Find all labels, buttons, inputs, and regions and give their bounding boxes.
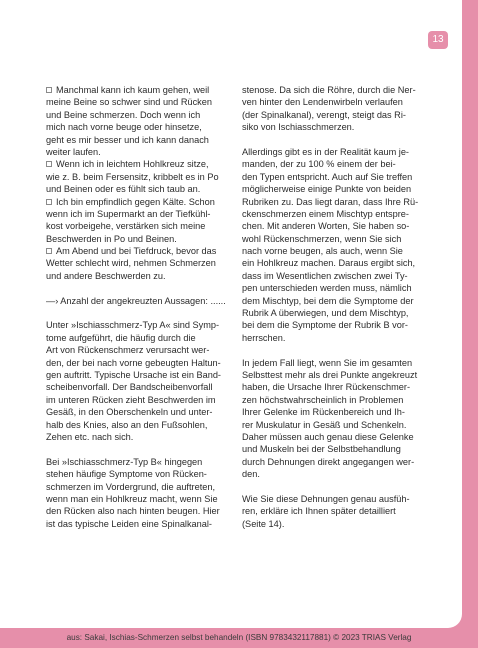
text-span: In jedem Fall liegt, wenn Sie im gesamten xyxy=(242,357,413,368)
text-span: den Typen entspricht. Auch auf Sie treffen xyxy=(242,171,413,182)
text-span: tome aufgeführt, die häufig durch die xyxy=(46,332,196,343)
text-line xyxy=(46,109,222,121)
text-line xyxy=(242,282,422,294)
text-span: scheibenvorfall. Der Bandscheibenvorfall xyxy=(46,382,213,393)
text-line xyxy=(242,431,422,443)
text-span: Beschwerden in Po und Beinen. xyxy=(46,233,177,244)
text-span: Gesäß, in den Oberschenkeln und unter- xyxy=(46,407,213,418)
paragraph-gap xyxy=(242,481,422,493)
paragraph xyxy=(242,84,422,134)
text-line xyxy=(242,183,422,195)
text-line xyxy=(242,456,422,468)
text-span: dem Mischtyp, bei dem die Symptome der xyxy=(242,295,414,306)
text-line xyxy=(46,233,222,245)
text-span: und andere Beschwerden zu. xyxy=(46,270,166,281)
text-span: Art von Rückenschmerz verursacht wer- xyxy=(46,345,210,356)
text-line xyxy=(242,468,422,480)
text-line xyxy=(46,158,222,170)
text-span: Ihrer Gelenke im Rückenbereich und Ih- xyxy=(242,407,405,418)
text-line xyxy=(46,493,222,505)
text-line xyxy=(46,295,226,307)
text-line xyxy=(242,171,422,183)
text-span: chen. Mit anderen Worten, Sie haben so- xyxy=(242,221,410,232)
text-span: Zehen etc. nach sich. xyxy=(46,431,134,442)
text-line xyxy=(46,171,222,183)
left-column xyxy=(46,84,226,530)
text-span: geht es mir besser und ich kann danach xyxy=(46,134,209,145)
text-span: und Beinen oder es fühlt sich taub an. xyxy=(46,184,201,195)
text-span: halb des Knies, also an den Fußsohlen, xyxy=(46,419,208,430)
text-span: rer Muskulatur in Gesäß und Schenkeln. xyxy=(242,419,407,430)
text-line xyxy=(46,121,222,133)
text-span: Unter »Ischiasschmerz-Typ A« sind Symp- xyxy=(46,320,220,331)
paragraph xyxy=(242,493,422,530)
text-line xyxy=(242,208,422,220)
text-line xyxy=(242,257,422,269)
text-line xyxy=(46,270,222,282)
text-line xyxy=(242,419,422,431)
text-span: ckenschmerzen einem Mischtyp entspre- xyxy=(242,208,409,219)
text-span: wenn ich im Supermarkt an der Tiefkühl- xyxy=(46,208,211,219)
text-span: Wetter schlecht wird, nehmen Schmerzen xyxy=(46,258,216,269)
checklist-item[interactable] xyxy=(46,245,222,282)
text-line xyxy=(242,394,422,406)
checkbox-icon[interactable] xyxy=(46,161,52,167)
text-line xyxy=(46,406,222,418)
paragraph-gap xyxy=(46,282,222,294)
text-span: im unteren Rücken zieht Beschwerden im xyxy=(46,394,216,405)
text-line xyxy=(46,84,222,96)
paragraph xyxy=(46,456,222,530)
paragraph xyxy=(46,319,222,443)
text-line xyxy=(242,146,422,158)
text-line xyxy=(46,96,222,108)
paragraph xyxy=(46,295,226,307)
checkbox-icon[interactable] xyxy=(46,87,52,93)
text-line xyxy=(242,295,422,307)
checklist-item[interactable] xyxy=(46,196,222,246)
right-column xyxy=(242,84,422,530)
text-span: Manchmal kann ich kaum gehen, weil xyxy=(56,85,210,95)
text-span: kost vorbeigehe, verstärken sich meine xyxy=(46,221,206,232)
text-line xyxy=(242,443,422,455)
text-span: dass im Wesentlichen zwischen zwei Ty- xyxy=(242,270,408,281)
text-line xyxy=(242,332,422,344)
text-line xyxy=(242,158,422,170)
text-span: —› Anzahl der angekreuzten Aussagen: ...... xyxy=(46,295,226,306)
text-span: möglicherweise einige Punkte von beiden xyxy=(242,184,412,195)
text-line xyxy=(46,431,222,443)
text-span: Bei »Ischiasschmerz-Typ B« hingegen xyxy=(46,456,203,467)
text-line xyxy=(242,319,422,331)
text-line xyxy=(242,406,422,418)
text-span: (der Spinalkanal), verengt, steigt das Ri- xyxy=(242,109,406,120)
text-span: zen höchstwahrscheinlich in Problemen xyxy=(242,394,404,405)
paragraph-gap xyxy=(46,443,222,455)
checklist-item[interactable] xyxy=(46,84,222,158)
text-span: Wenn ich in leichtem Hohlkreuz sitze, xyxy=(56,159,209,170)
text-line xyxy=(242,196,422,208)
text-line xyxy=(242,307,422,319)
text-line xyxy=(46,134,222,146)
text-line xyxy=(46,381,222,393)
text-span: wie z. B. beim Fersensitz, kribbelt es in Po xyxy=(46,171,219,182)
text-line xyxy=(46,257,222,269)
text-span: Rubrik A überwiegen, und dem Mischtyp, xyxy=(242,308,409,319)
text-line xyxy=(46,468,222,480)
text-line xyxy=(242,220,422,232)
text-line xyxy=(46,146,222,158)
text-line xyxy=(242,121,422,133)
text-span: pen unterschieden werden muss, nämlich xyxy=(242,283,412,294)
text-span: ven hinter den Lendenwirbeln verlaufen xyxy=(242,97,403,108)
text-span: durch Dehnungen direkt angegangen wer- xyxy=(242,456,415,467)
text-line xyxy=(46,518,222,530)
text-span: (Seite 14). xyxy=(242,518,285,529)
text-span: und Muskeln bei der Selbstbehandlung xyxy=(242,444,401,455)
text-span: schmerzen im Vordergrund, die auftreten, xyxy=(46,481,216,492)
text-span: meine Beine so schwer sind und Rücken xyxy=(46,97,212,108)
source-footer: aus: Sakai, Ischias-Schmerzen selbst behandeln (ISBN 9783432117881) © 2023 TRIAS Verlag xyxy=(66,633,412,642)
text-span: weiter laufen. xyxy=(46,146,101,157)
text-span: ist das typische Leiden eine Spinalkanal- xyxy=(46,518,212,529)
text-line xyxy=(242,270,422,282)
paragraph xyxy=(242,357,422,481)
text-line xyxy=(242,505,422,517)
text-line xyxy=(242,96,422,108)
checklist-item[interactable] xyxy=(46,158,222,195)
text-line xyxy=(46,419,222,431)
text-span: Selbsttest mehr als drei Punkte angekreuzt xyxy=(242,369,418,380)
text-line xyxy=(242,381,422,393)
text-line xyxy=(242,493,422,505)
text-span: den Rücken also nach hinten beugen. Hier xyxy=(46,506,220,517)
text-line xyxy=(46,332,222,344)
text-span: siko von Ischiasschmerzen. xyxy=(242,122,355,133)
paragraph-gap xyxy=(242,344,422,356)
text-line xyxy=(46,183,222,195)
text-span: ren, erkläre ich Ihnen später detailliert xyxy=(242,506,396,517)
text-span: Am Abend und bei Tiefdruck, bevor das xyxy=(56,246,217,257)
paragraph-gap xyxy=(242,134,422,146)
page-number-badge: 13 xyxy=(428,31,448,49)
text-line xyxy=(242,518,422,530)
text-span: Daher müssen auch genau diese Gelenke xyxy=(242,431,414,442)
text-line xyxy=(242,245,422,257)
text-span: herrschen. xyxy=(242,332,286,343)
text-line xyxy=(46,357,222,369)
checkbox-icon[interactable] xyxy=(46,248,52,254)
text-line xyxy=(46,220,222,232)
text-span: stehen häufige Symptome von Rücken- xyxy=(46,469,207,480)
text-line xyxy=(46,456,222,468)
text-span: den, der bei nach vorne gebeugten Haltun- xyxy=(46,357,221,368)
text-span: ein Hohlkreuz machen. Daraus ergibt sich, xyxy=(242,258,416,269)
text-line xyxy=(46,196,222,208)
text-span: Ich bin empfindlich gegen Kälte. Schon xyxy=(56,196,215,207)
text-span: und Beine schmerzen. Doch wenn ich xyxy=(46,109,201,120)
text-line xyxy=(242,84,422,96)
paragraph xyxy=(242,146,422,344)
text-span: Wie Sie diese Dehnungen genau ausfüh- xyxy=(242,493,410,504)
text-span: nach vorne beugen, als auch, wenn Sie xyxy=(242,246,403,257)
text-line xyxy=(242,357,422,369)
text-line xyxy=(46,505,222,517)
text-line xyxy=(46,208,222,220)
text-line xyxy=(242,369,422,381)
text-span: bei dem die Symptome der Rubrik B vor- xyxy=(242,320,408,331)
text-line xyxy=(46,344,222,356)
paragraph-gap xyxy=(46,307,222,319)
text-line xyxy=(46,319,222,331)
text-span: gen auftritt. Typische Ursache ist ein Band- xyxy=(46,369,221,380)
text-line xyxy=(46,481,222,493)
text-span: den. xyxy=(242,469,260,480)
text-span: manden, der zu 100 % einem der bei- xyxy=(242,159,396,170)
text-line xyxy=(242,233,422,245)
text-line xyxy=(46,394,222,406)
text-span: mich nach vorne beuge oder hinsetze, xyxy=(46,122,202,133)
text-span: wohl Rückenschmerzen, wenn Sie sich xyxy=(242,233,402,244)
text-line xyxy=(46,369,222,381)
checkbox-icon[interactable] xyxy=(46,199,52,205)
text-span: Allerdings gibt es in der Realität kaum je- xyxy=(242,146,409,157)
text-line xyxy=(242,109,422,121)
text-span: wenn man ein Hohlkreuz macht, wenn Sie xyxy=(46,493,218,504)
text-span: haben, die Ursache Ihrer Rückenschmer- xyxy=(242,382,411,393)
text-span: stenose. Da sich die Röhre, durch die Ner- xyxy=(242,85,416,95)
text-span: Rubriken zu. Das liegt daran, dass Ihre Rü- xyxy=(242,196,419,207)
text-line xyxy=(46,245,222,257)
